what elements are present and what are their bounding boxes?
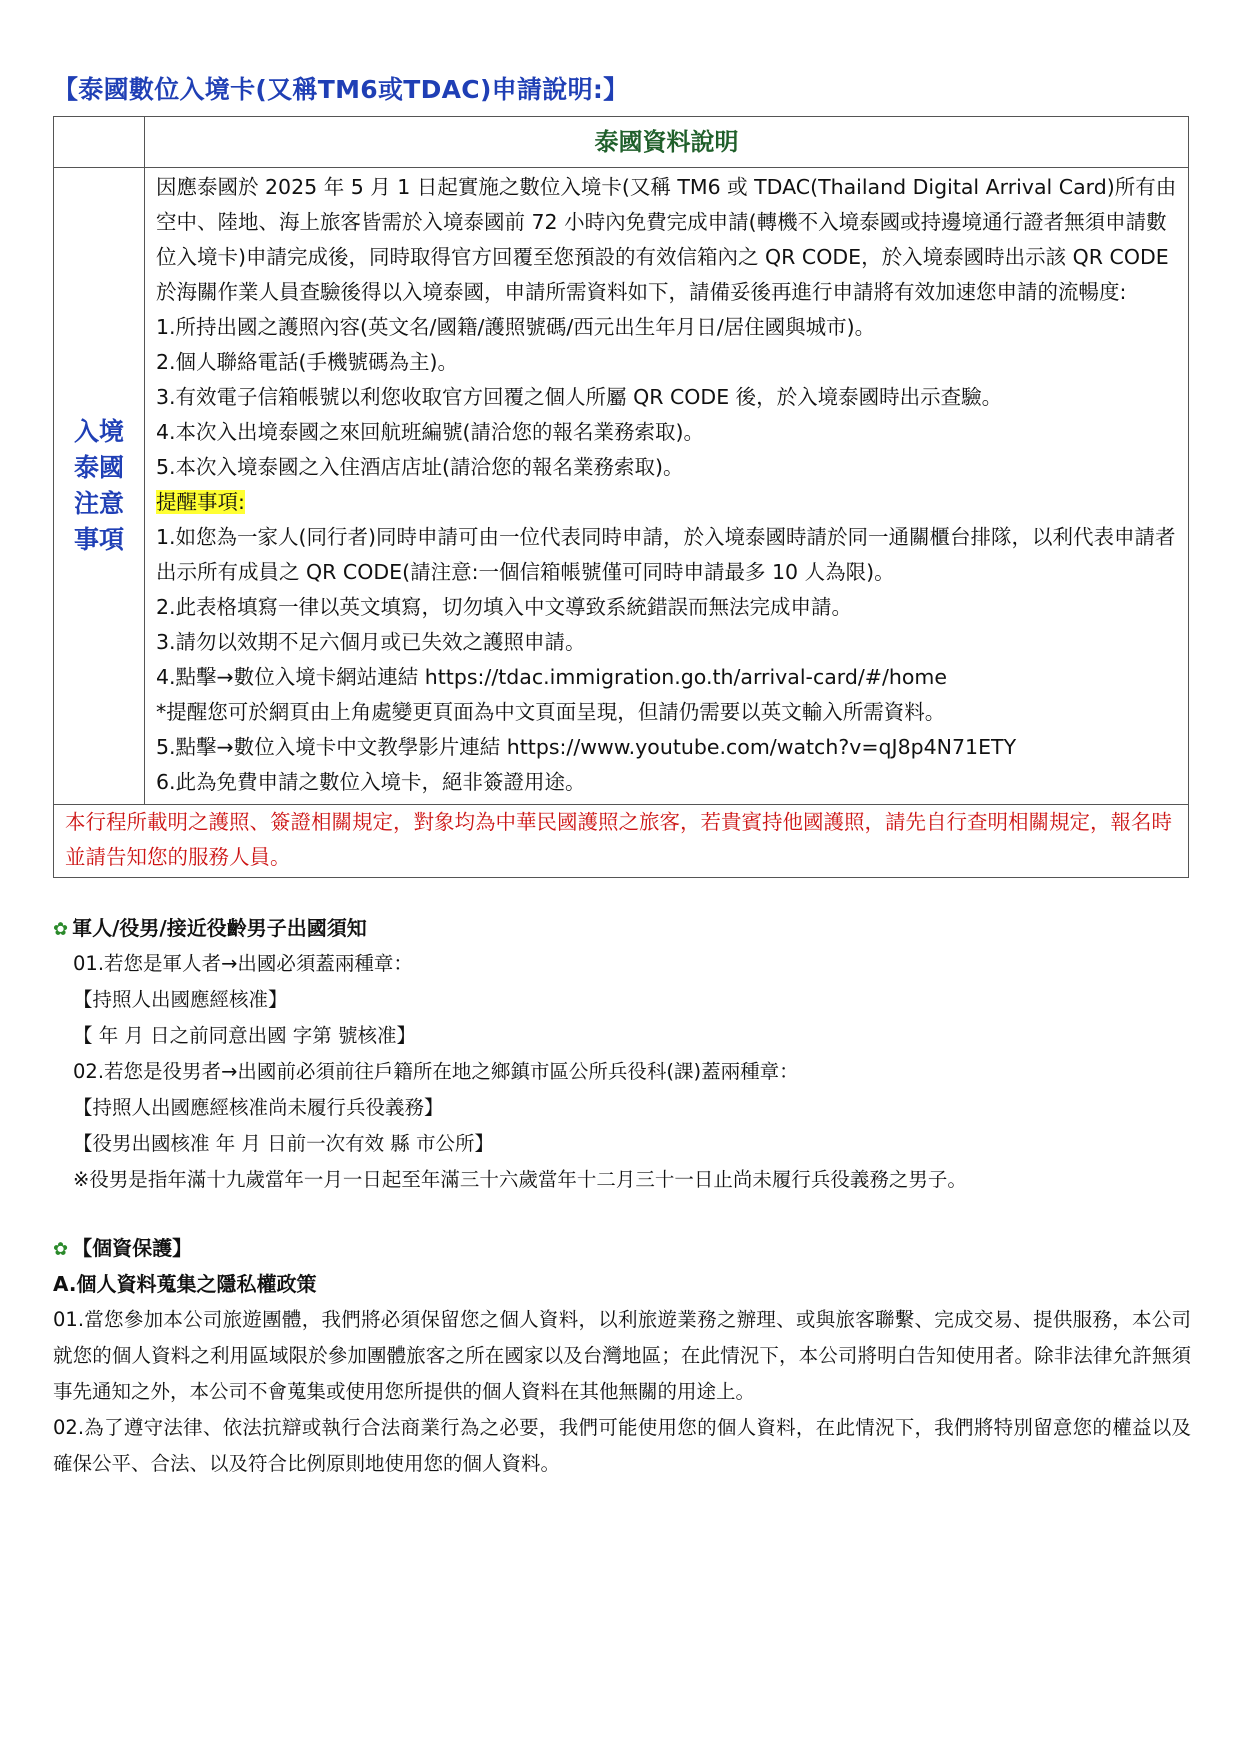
side-label-line: 入境 xyxy=(73,417,124,446)
table-header: 泰國資料說明 xyxy=(145,117,1189,168)
side-label-line: 注意 xyxy=(73,489,124,518)
privacy-paragraph: 01.當您參加本公司旅遊團體，我們將必須保留您之個人資料，以利旅遊業務之辦理、或與旅客聯繫、完成交易、提供服務，本公司就您的個人資料之利用區域限於參加團體旅客之所在國家以及台灣地區；在此情況下，本公司將明白告知使用者。除非法律允許無須事先通知之外，本公司不會蒐集或使用您所提供的個人資料在其他無關的用途上。 xyxy=(53,1308,1191,1403)
flower-icon: ✿ xyxy=(53,919,69,940)
document-title: 【泰國數位入境卡(又稱TM6或TDAC)申請說明:】 xyxy=(53,75,629,104)
military-title xyxy=(53,912,1191,946)
reminder-item: *提醒您可於網頁由上角處變更頁面為中文頁面呈現，但請仍需要以英文輸入所需資料。 xyxy=(156,700,946,724)
warning-row xyxy=(54,805,1189,878)
flower-icon: ✿ xyxy=(53,1239,69,1260)
table-body-row xyxy=(54,168,1189,805)
side-label xyxy=(54,168,145,805)
side-label-line: 事項 xyxy=(73,525,124,554)
military-line: 【持照人出國應經核准】 xyxy=(73,988,288,1011)
military-line: 02.若您是役男者→出國前必須前往戶籍所在地之鄉鎮市區公所兵役科(課)蓋兩種章： xyxy=(73,1060,799,1083)
reminder-item: 3.請勿以效期不足六個月或已失效之護照申請。 xyxy=(156,630,586,654)
reminder-label: 提醒事項: xyxy=(156,490,245,514)
passport-warning: 本行程所載明之護照、簽證相關規定，對象均為中華民國護照之旅客，若貴賓持他國護照，請先自行查明相關規定，報名時並請告知您的服務人員。 xyxy=(54,805,1189,878)
requirement-item: 4.本次入出境泰國之來回航班編號(請洽您的報名業務索取)。 xyxy=(156,420,705,444)
reminder-item: 6.此為免費申請之數位入境卡，絕非簽證用途。 xyxy=(156,770,586,794)
military-line: ※役男是指年滿十九歲當年一月一日起至年滿三十六歲當年十二月三十一日止尚未履行兵役義務之男子。 xyxy=(73,1168,967,1191)
document xyxy=(53,72,1191,1482)
requirement-item: 5.本次入境泰國之入住酒店店址(請洽您的報名業務索取)。 xyxy=(156,455,684,479)
requirement-item: 1.所持出國之護照內容(英文名/國籍/護照號碼/西元出生年月日/居住國與城市)。 xyxy=(156,315,876,339)
military-title-text: 軍人/役男/接近役齡男子出國須知 xyxy=(72,916,367,940)
military-line: 【持照人出國應經核准尚未履行兵役義務】 xyxy=(73,1096,444,1119)
military-line: 【役男出國核准 年 月 日前一次有效 縣 市公所】 xyxy=(73,1132,494,1155)
reminder-item: 2.此表格填寫一律以英文填寫，切勿填入中文導致系統錯誤而無法完成申請。 xyxy=(156,595,853,619)
privacy-section xyxy=(53,1232,1191,1482)
privacy-title xyxy=(53,1232,1191,1266)
header-left-cell xyxy=(54,117,145,168)
military-line: 01.若您是軍人者→出國必須蓋兩種章： xyxy=(73,952,413,975)
tdac-website-link[interactable]: 4.點擊→數位入境卡網站連結 https://tdac.immigration.go.th/arrival-card/#/home xyxy=(156,665,947,689)
privacy-paragraph: 02.為了遵守法律、依法抗辯或執行合法商業行為之必要，我們可能使用您的個人資料，在此情況下，我們將特別留意您的權益以及確保公平、合法、以及符合比例原則地使用您的個人資料。 xyxy=(53,1416,1191,1475)
privacy-subtitle: A.個人資料蒐集之隱私權政策 xyxy=(53,1272,317,1296)
military-line: 【 年 月 日之前同意出國 字第 號核准】 xyxy=(73,1024,416,1047)
reminder-heading xyxy=(156,485,1178,520)
privacy-title-text: 【個資保護】 xyxy=(72,1236,193,1260)
side-label-line: 泰國 xyxy=(73,453,124,482)
table-header-row xyxy=(54,117,1189,168)
reminder-item: 1.如您為一家人(同行者)同時申請可由一位代表同時申請，於入境泰國時請於同一通關櫃台排隊，以利代表申請者出示所有成員之 QR CODE(請注意:一個信箱帳號僅可同時申請最多 10 人為限)。 xyxy=(156,525,1176,584)
requirement-item: 2.個人聯絡電話(手機號碼為主)。 xyxy=(156,350,459,374)
intro-paragraph: 因應泰國於 2025 年 5 月 1 日起實施之數位入境卡(又稱 TM6 或 TDAC(Thailand Digital Arrival Card)所有由空中、陸地、海上旅客皆需於入境泰國前 72 小時內免費完成申請(轉機不入境泰國或持邊境通行證者無須申請數位入境卡)申請完成後，同時取得官方回覆至您預設的有效信箱內之 QR CODE，於入境泰國時出示該 QR CODE 於海關作業人員查驗後得以入境泰國，申請所需資料如下，請備妥後再進行申請將有效加速您申請的流暢度: xyxy=(156,175,1177,304)
requirement-item: 3.有效電子信箱帳號以利您收取官方回覆之個人所屬 QR CODE 後，於入境泰國時出示查驗。 xyxy=(156,385,1003,409)
tutorial-video-link[interactable]: 5.點擊→數位入境卡中文教學影片連結 https://www.youtube.com/watch?v=qJ8p4N71ETY xyxy=(156,735,1017,759)
notes-cell xyxy=(145,168,1189,805)
tdac-info-table xyxy=(53,116,1189,878)
military-section xyxy=(53,912,1191,1198)
